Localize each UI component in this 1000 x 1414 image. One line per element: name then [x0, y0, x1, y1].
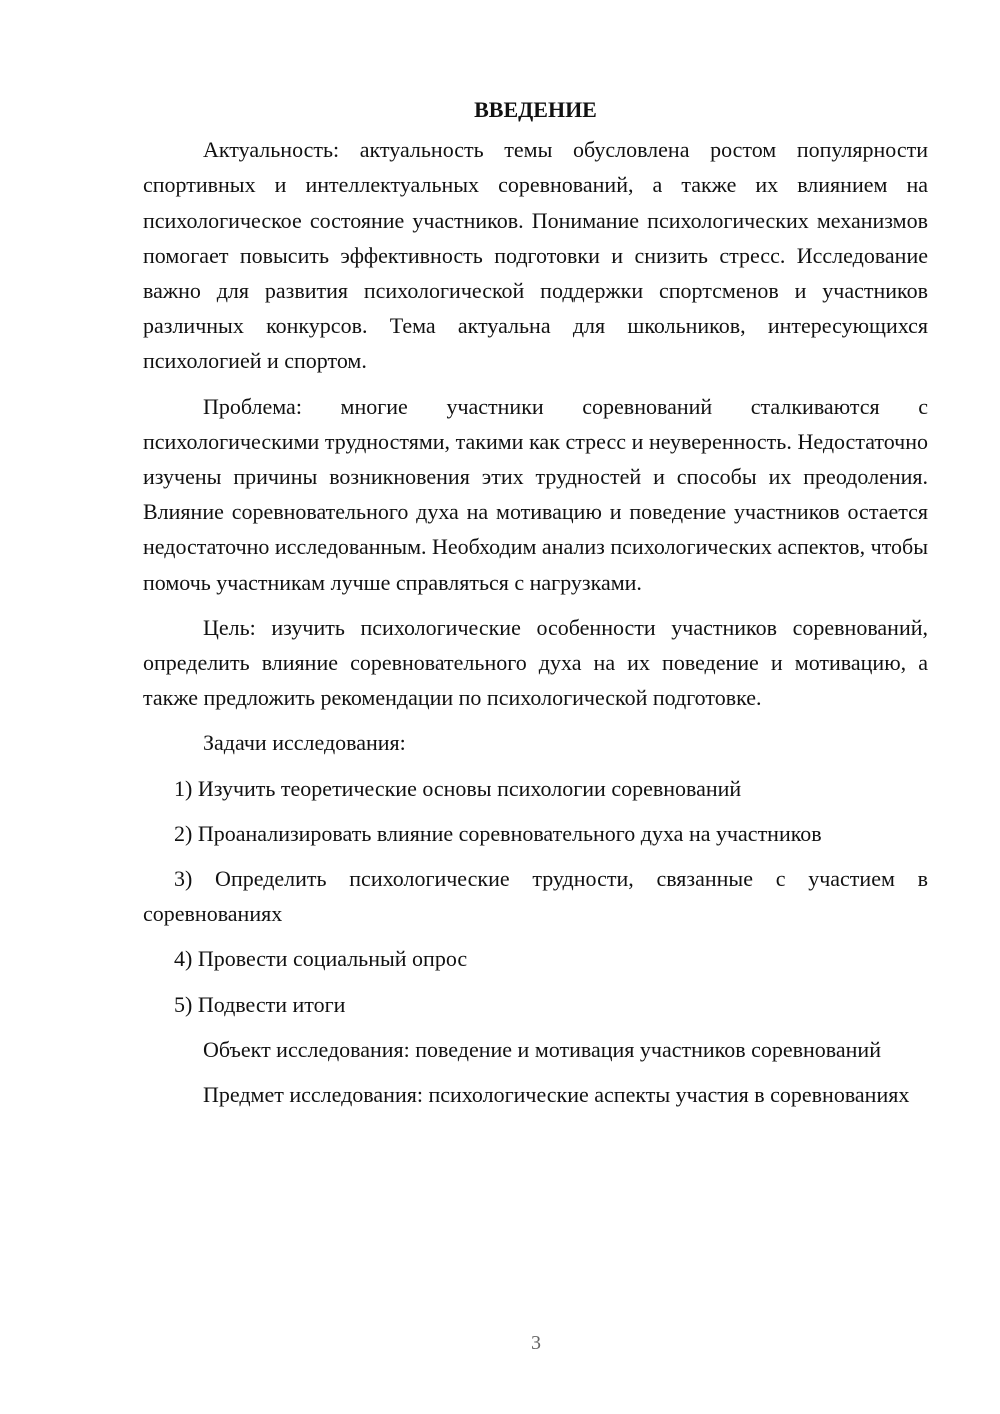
object-paragraph: Объект исследования: поведение и мотивация участников соревнований: [203, 1036, 881, 1062]
problem-paragraph: Проблема: многие участники соревнований сталкиваются с психологическими трудностями, такими как стресс и неуверенность. Недостаточно изучены причины возникновения этих трудностей и способы их преодоления. Влияние соревновательного духа на мотивацию и поведение участников остается недостаточно исследованным. Необходим анализ психологических аспектов, чтобы помочь участникам лучше справляться с нагрузками.: [143, 393, 928, 595]
tasks-heading: Задачи исследования:: [203, 730, 406, 756]
subject-paragraph: Предмет исследования: психологические аспекты участия в соревнованиях: [203, 1082, 910, 1108]
task-item: 5) Подвести итоги: [174, 991, 346, 1017]
task-item: 2) Проанализировать влияние соревновательного духа на участников: [174, 820, 822, 846]
task-item: 3) Определить психологические трудности, связанные с участием в соревнованиях: [143, 866, 928, 927]
document-page: [143, 92, 928, 1122]
relevance-paragraph: Актуальность: актуальность темы обусловлена ростом популярности спортивных и интеллектуальных соревнований, а также их влиянием на психологическое состояние участников. Понимание психологических механизмов помогает повысить эффективность подготовки и снизить стресс. Исследование важно для развития психологической поддержки спортсменов и участников различных конкурсов. Тема актуальна для школьников, интересующихся психологией и спортом.: [143, 137, 928, 374]
page-number: 3: [531, 1332, 541, 1354]
goal-paragraph: Цель: изучить психологические особенности участников соревнований, определить влияние соревновательного духа на их поведение и мотивацию, а также предложить рекомендации по психологической подготовке.: [143, 614, 928, 711]
section-title: ВВЕДЕНИЕ: [474, 97, 597, 122]
task-item: 1) Изучить теоретические основы психологии соревнований: [174, 775, 742, 801]
task-item: 4) Провести социальный опрос: [174, 946, 468, 972]
